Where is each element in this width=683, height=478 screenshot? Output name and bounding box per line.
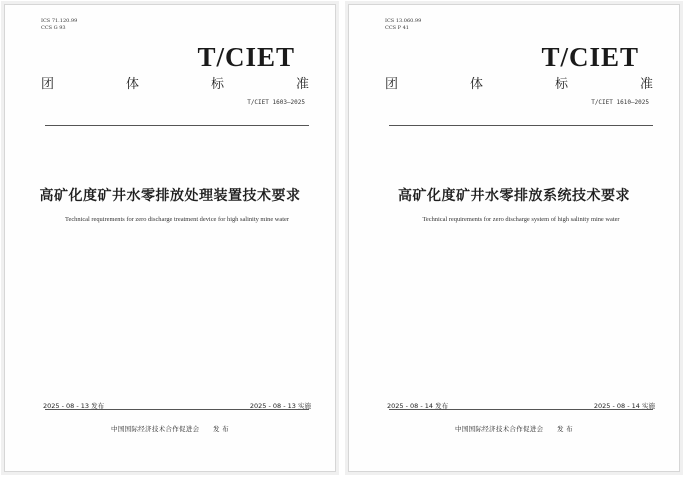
category-char: 标 [210, 77, 224, 92]
category-char: 体 [469, 77, 483, 92]
classification-codes [385, 18, 421, 32]
title-chinese: 高矿化度矿井水零排放系统技术要求 [398, 188, 630, 204]
classification-codes [41, 18, 77, 32]
publisher: 中国国际经济技术合作促进会 发 布 [111, 425, 229, 433]
header-divider [45, 125, 309, 126]
publisher: 中国国际经济技术合作促进会 发 布 [455, 425, 573, 433]
footer-divider [45, 409, 309, 410]
ics-code: ICS 13.060.99 [385, 18, 422, 24]
implement-date: 2025 - 08 - 13 实施 [249, 402, 311, 410]
standard-logo: T/CIET [197, 42, 295, 72]
implement-date: 2025 - 08 - 14 实施 [593, 402, 655, 410]
standard-logo: T/CIET [541, 42, 639, 72]
title-english: Technical requirements for zero discharge treatment device for high salinity mine water [65, 216, 289, 223]
title-chinese: 高矿化度矿井水零排放处理装置技术要求 [39, 188, 301, 204]
category-char: 团 [41, 77, 55, 92]
category-char: 团 [385, 77, 399, 92]
footer-divider [389, 409, 653, 410]
standard-number: T/CIET 1603—2025 [247, 99, 305, 106]
standard-cover-right [348, 4, 680, 472]
issue-date: 2025 - 08 - 13 发布 [43, 402, 105, 410]
category-char: 准 [639, 77, 653, 92]
standard-category [41, 73, 309, 92]
category-char: 准 [295, 77, 309, 92]
category-char: 标 [554, 77, 568, 92]
standard-category [385, 73, 653, 92]
category-char: 体 [125, 77, 139, 92]
ics-code: ICS 71.120.99 [41, 18, 78, 24]
header-divider [389, 125, 653, 126]
title-english: Technical requirements for zero discharge system of high salinity mine water [422, 216, 620, 223]
issue-date: 2025 - 08 - 14 发布 [387, 402, 449, 410]
standard-number: T/CIET 1610—2025 [591, 99, 649, 106]
standard-cover-left [4, 4, 336, 472]
ccs-code: CCS P 41 [385, 25, 409, 31]
ccs-code: CCS G 93 [41, 25, 66, 31]
